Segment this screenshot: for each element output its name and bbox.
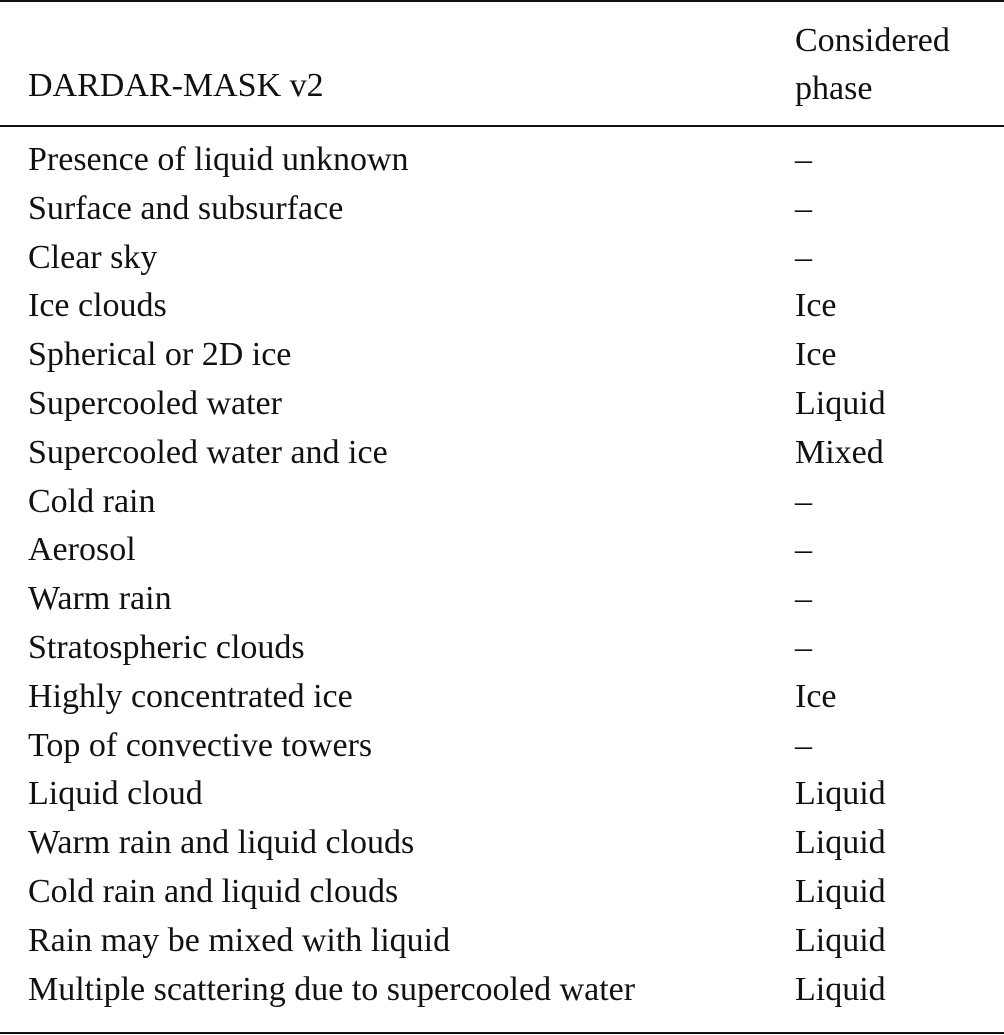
cell-mask-category: Top of convective towers [28,726,373,764]
table-row [0,526,1004,575]
table-body [0,136,1004,1014]
cell-mask-category: Spherical or 2D ice [28,336,292,374]
cell-considered-phase: Liquid [795,824,886,862]
table-header-rule [0,125,1004,127]
table-header [0,0,1004,125]
cell-mask-category: Warm rain [28,580,172,618]
cell-mask-category: Cold rain [28,482,156,520]
table-row [0,722,1004,771]
cell-mask-category: Highly concentrated ice [28,677,353,715]
cell-mask-category: Stratospheric clouds [28,628,305,666]
table-row [0,331,1004,380]
cell-considered-phase: – [795,238,812,276]
table-row [0,380,1004,429]
cell-considered-phase: – [795,726,812,764]
cell-mask-category: Warm rain and liquid clouds [28,824,415,862]
table-row [0,917,1004,966]
table-row [0,819,1004,868]
cell-mask-category: Aerosol [28,531,136,569]
cell-considered-phase: – [795,531,812,569]
header-considered-phase-line1: Considered [795,22,950,59]
cell-considered-phase: Ice [795,287,837,325]
cell-mask-category: Supercooled water and ice [28,433,388,471]
table-row [0,966,1004,1015]
header-considered-phase [795,17,950,113]
cell-considered-phase: Liquid [795,970,886,1008]
table-row [0,185,1004,234]
table-row [0,575,1004,624]
cell-considered-phase: – [795,189,812,227]
cell-considered-phase: Ice [795,677,837,715]
header-considered-phase-line2: phase [795,70,873,107]
cell-mask-category: Liquid cloud [28,775,203,813]
cell-considered-phase: – [795,482,812,520]
cell-considered-phase: Liquid [795,921,886,959]
table-row [0,429,1004,478]
header-dardar-mask: DARDAR-MASK v2 [28,67,324,104]
table-row [0,234,1004,283]
cell-considered-phase: Liquid [795,775,886,813]
cell-mask-category: Clear sky [28,238,158,276]
table-row [0,282,1004,331]
cell-considered-phase: Ice [795,336,837,374]
cell-mask-category: Rain may be mixed with liquid [28,921,451,959]
cell-mask-category: Presence of liquid unknown [28,141,409,178]
cell-considered-phase: – [795,628,812,666]
cell-mask-category: Cold rain and liquid clouds [28,872,399,910]
cell-considered-phase: Mixed [795,433,884,471]
table-bottom-rule [0,1032,1004,1034]
cell-mask-category: Multiple scattering due to supercooled water [28,970,636,1008]
cell-considered-phase: – [795,141,812,178]
table-row [0,673,1004,722]
table-row [0,770,1004,819]
table-row [0,868,1004,917]
table-row [0,478,1004,527]
cell-considered-phase: Liquid [795,872,886,910]
table-row [0,136,1004,185]
cell-mask-category: Supercooled water [28,384,282,422]
cell-mask-category: Ice clouds [28,287,167,325]
cell-considered-phase: Liquid [795,384,886,422]
cell-considered-phase: – [795,580,812,618]
table-row [0,624,1004,673]
cell-mask-category: Surface and subsurface [28,189,344,227]
